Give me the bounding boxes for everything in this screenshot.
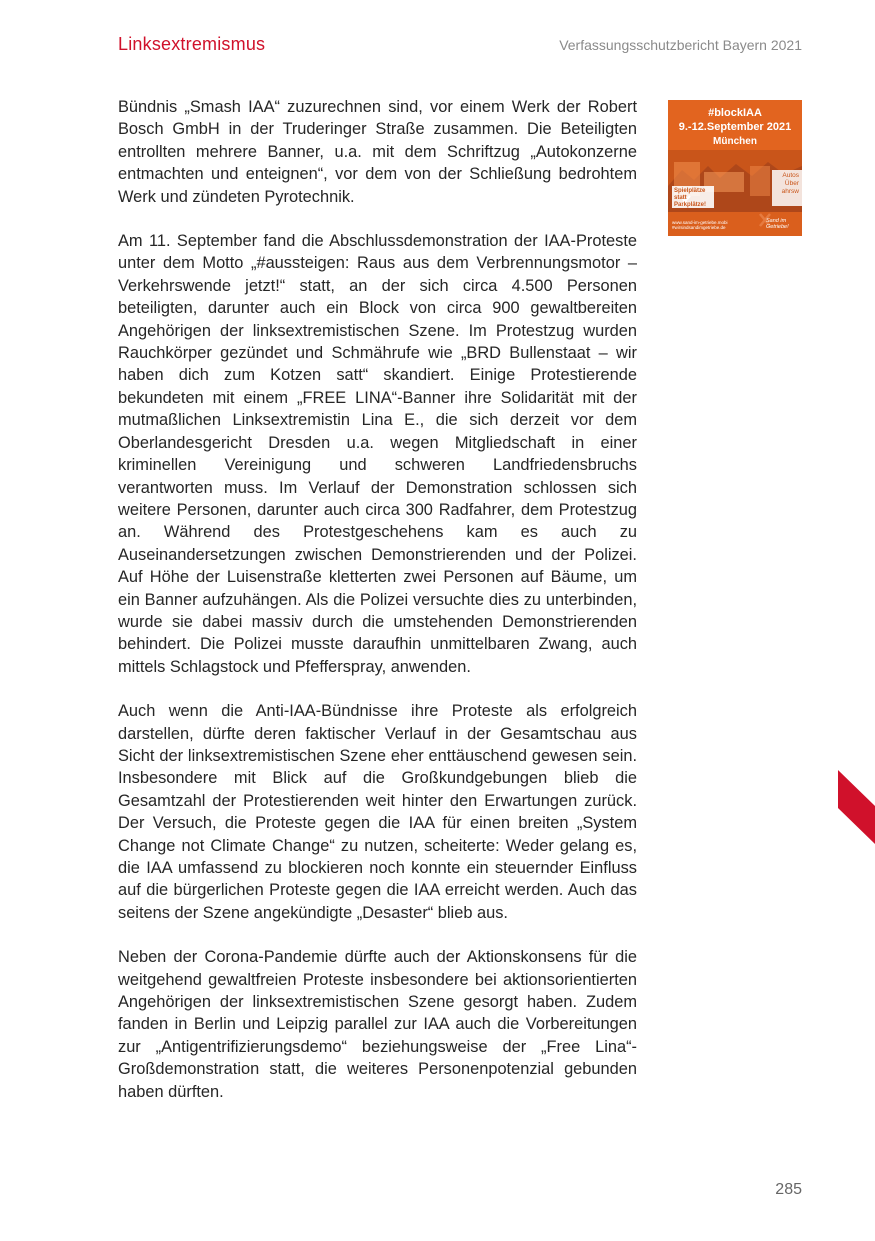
section-title: Linksextremismus xyxy=(118,34,266,54)
poster-sign-right-2: Über xyxy=(784,180,799,187)
poster-city: München xyxy=(713,136,757,147)
paragraph: Am 11. September fand die Abschlussdemonstration der IAA-Proteste unter dem Motto „#aussteigen: Raus aus dem Verbrennungsmotor – Verkehrswende jetzt!“ statt, an der sich circa 4.500 Personen beteiligten, darunter auch ein Block von circa 900 gewaltbereiten Angehörigen der linksextremistischen Szene. Im Protestzug wurden Rauchkörper gezündet und Schmährufe wie „BRD Bullenstaat – wir haben dich zum Kotzen satt“ skandiert. Einige Protestierende bekundeten mit einem „FREE LINA“-Banner ihre Solidarität mit der mutmaßlichen Linksextremistin Lina E., die sich derzeit vor dem Oberlandesgericht Dresden u.a. wegen Mitgliedschaft in einer kriminellen Vereinigung und schweren Landfriedensbruchs verantworten muss. Im Verlauf der Demonstration schlossen sich weitere Personen, darunter auch circa 300 Radfahrer, dem Protestzug an. Während des Protestgeschehens kam es auch zu Auseinandersetzungen zwischen Demonstrierenden und der Polizei. Auf Höhe der Luisenstraße kletterten zwei Personen auf Bäume, um ein Banner aufzuhängen. Als die Polizei versuchte dies zu unterbinden, wurde sie dabei massiv durch die umstehenden Demonstrierenden behindert. Die Polizei musste daraufhin unmittelbaren Zwang, auch mittels Schlagstock und Pfefferspray, anwenden. xyxy=(118,232,637,676)
poster-dates: 9.-12.September 2021 xyxy=(678,121,792,133)
poster-urls: www.sand-im-getriebe.mobi #wirsindsandimgetriebe.de xyxy=(672,220,728,230)
chapter-side-tab xyxy=(838,770,875,844)
poster-sign-left: Spielplätze statt Parkplätze! xyxy=(674,188,707,208)
poster-slogan: Sand im Getriebe! xyxy=(766,218,789,230)
body-text xyxy=(118,96,637,1125)
blockiaa-poster-image xyxy=(668,100,802,236)
paragraph: Neben der Corona-Pandemie dürfte auch der Aktionskonsens für die weitgehend gewaltfreien Proteste insbesondere bei aktionsorientierten Angehörigen der linksextremistischen Szene gesorgt haben. Zudem fanden in Berlin und Leipzig parallel zur IAA auch die Vorbereitungen zur „Antigentrifizierungsdemo“ beziehungsweise der „Free Lina“-Großdemonstration statt, die weiteres Personenpotenzial gebunden haben dürften. xyxy=(118,948,637,1101)
poster-hashtag: #blockIAA xyxy=(708,107,762,119)
paragraph: Auch wenn die Anti-IAA-Bündnisse ihre Proteste als erfolgreich darstellen, dürfte deren faktischer Verlauf in der Gesamtschau aus Sicht der linksextremistischen Szene eher enttäuschend gewesen sein. Insbesondere mit Blick auf die Großkundgebungen blieb die Gesamtzahl der Protestierenden weit hinter den Erwartungen zurück. Der Versuch, die Proteste gegen die IAA für einen breiten „System Change not Climate Change“ zu nutzen, scheiterte: Weder gelang es, die IAA umfassend zu blockieren noch konnte ein steuernder Einfluss auf die bürgerlichen Proteste gegen die IAA erreicht werden. Auch das seitens der Szene angekündigte „Desaster“ blieb aus. xyxy=(118,702,637,922)
page-number: 285 xyxy=(775,1181,802,1198)
report-title: Verfassungsschutzbericht Bayern 2021 xyxy=(559,37,802,53)
paragraph: Bündnis „Smash IAA“ zuzurechnen sind, vor einem Werk der Robert Bosch GmbH in der Truderinger Straße zusammen. Die Beteiligten entrollten mehrere Banner, u.a. mit dem Schriftzug „Autokonzerne entmachten und enteignen“, vor dem von der Schließung bedrohtem Werk und zündeten Pyrotechnik. xyxy=(118,98,637,206)
poster-sign-right-3: ahrsw xyxy=(781,188,799,195)
poster-sign-right-1: Autos xyxy=(782,172,799,179)
